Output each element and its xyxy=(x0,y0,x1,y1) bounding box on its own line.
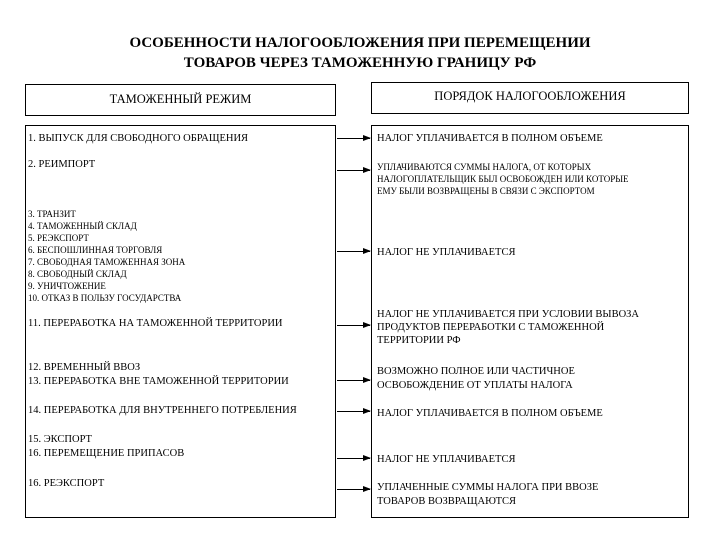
list-item: 3. ТРАНЗИТ xyxy=(28,209,76,219)
tax-not-paid-1: НАЛОГ НЕ УПЛАЧИВАЕТСЯ xyxy=(377,247,516,258)
list-item: 10. ОТКАЗ В ПОЛЬЗУ ГОСУДАРСТВА xyxy=(28,293,182,303)
list-item: УПЛАЧЕННЫЕ СУММЫ НАЛОГА ПРИ ВВОЗЕ xyxy=(377,482,599,493)
tax-not-paid-2: НАЛОГ НЕ УПЛАЧИВАЕТСЯ xyxy=(377,454,516,465)
list-item: 9. УНИЧТОЖЕНИЕ xyxy=(28,281,106,291)
tax-full-payment-2: НАЛОГ УПЛАЧИВАЕТСЯ В ПОЛНОМ ОБЪЕМЕ xyxy=(377,408,603,419)
header-taxation-order-label: ПОРЯДОК НАЛОГООБЛОЖЕНИЯ xyxy=(434,89,626,103)
list-item: ТОВАРОВ ВОЗВРАЩАЮТСЯ xyxy=(377,496,517,507)
list-item: ВОЗМОЖНО ПОЛНОЕ ИЛИ ЧАСТИЧНОЕ xyxy=(377,366,575,377)
arrow-connector xyxy=(337,170,370,171)
list-item: ТЕРРИТОРИИ РФ xyxy=(377,335,461,346)
list-item: 7. СВОБОДНАЯ ТАМОЖЕННАЯ ЗОНА xyxy=(28,257,186,267)
regime-temporary-import: 12. ВРЕМЕННЫЙ ВВОЗ xyxy=(28,362,141,373)
header-taxation-order xyxy=(371,82,689,114)
list-item: 5. РЕЭКСПОРТ xyxy=(28,233,89,243)
list-item: НАЛОГ НЕ УПЛАЧИВАЕТСЯ ПРИ УСЛОВИИ ВЫВОЗА xyxy=(377,309,639,320)
list-item: ОСВОБОЖДЕНИЕ ОТ УПЛАТЫ НАЛОГА xyxy=(377,380,573,391)
regime-processing-customs-territory: 11. ПЕРЕРАБОТКА НА ТАМОЖЕННОЙ ТЕРРИТОРИИ xyxy=(28,318,283,329)
regime-reexport: 16. РЕЭКСПОРТ xyxy=(28,478,105,489)
arrow-connector xyxy=(337,411,370,412)
regime-movement-of-supplies: 16. ПЕРЕМЕЩЕНИЕ ПРИПАСОВ xyxy=(28,448,185,459)
arrow-connector xyxy=(337,489,370,490)
list-item: НАЛОГОПЛАТЕЛЬЩИК БЫЛ ОСВОБОЖДЕН ИЛИ КОТОРЫЕ xyxy=(377,174,629,184)
arrow-connector xyxy=(337,458,370,459)
list-item: 8. СВОБОДНЫЙ СКЛАД xyxy=(28,269,127,279)
regime-release-free-circulation: 1. ВЫПУСК ДЛЯ СВОБОДНОГО ОБРАЩЕНИЯ xyxy=(28,133,249,144)
arrow-connector xyxy=(337,380,370,381)
regime-processing-outside-territory: 13. ПЕРЕРАБОТКА ВНЕ ТАМОЖЕННОЙ ТЕРРИТОРИИ xyxy=(28,376,289,387)
header-customs-regime xyxy=(25,84,336,116)
header-customs-regime-label: ТАМОЖЕННЫЙ РЕЖИМ xyxy=(109,92,252,106)
list-item: УПЛАЧИВАЮТСЯ СУММЫ НАЛОГА, ОТ КОТОРЫХ xyxy=(377,162,592,172)
regime-processing-domestic-consumption: 14. ПЕРЕРАБОТКА ДЛЯ ВНУТРЕННЕГО ПОТРЕБЛЕНИЯ xyxy=(28,405,297,416)
regime-export: 15. ЭКСПОРТ xyxy=(28,434,92,445)
arrow-connector xyxy=(337,138,370,139)
page-title-line-2: ТОВАРОВ ЧЕРЕЗ ТАМОЖЕННУЮ ГРАНИЦУ РФ xyxy=(183,55,537,71)
page-title-line-1: ОСОБЕННОСТИ НАЛОГООБЛОЖЕНИЯ ПРИ ПЕРЕМЕЩЕНИИ xyxy=(129,35,591,51)
regime-reimport: 2. РЕИМПОРТ xyxy=(28,159,96,170)
arrow-connector xyxy=(337,325,370,326)
list-item: 6. БЕСПОШЛИННАЯ ТОРГОВЛЯ xyxy=(28,245,163,255)
list-item: ЕМУ БЫЛИ ВОЗВРАЩЕНЫ В СВЯЗИ С ЭКСПОРТОМ xyxy=(377,186,595,196)
tax-full-payment-1: НАЛОГ УПЛАЧИВАЕТСЯ В ПОЛНОМ ОБЪЕМЕ xyxy=(377,133,603,144)
list-item: 4. ТАМОЖЕННЫЙ СКЛАД xyxy=(28,221,137,231)
list-item: ПРОДУКТОВ ПЕРЕРАБОТКИ С ТАМОЖЕННОЙ xyxy=(377,322,605,333)
arrow-connector xyxy=(337,251,370,252)
